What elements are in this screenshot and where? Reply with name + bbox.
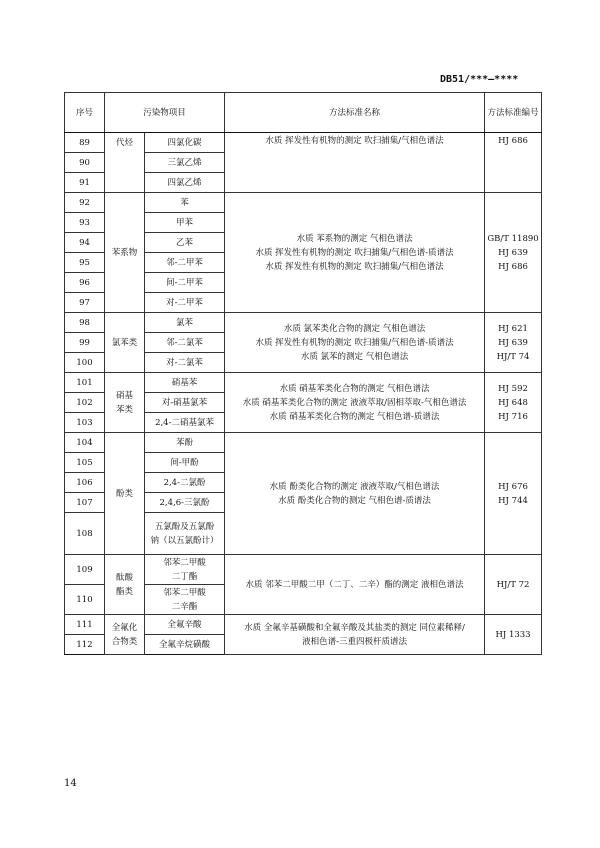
pollutant-cell: 硝基苯 <box>145 373 225 393</box>
table-row <box>65 373 542 393</box>
category-line: 酯类 <box>115 586 133 597</box>
category-cell <box>105 615 145 655</box>
code-line: HJ 686 <box>498 136 528 146</box>
pollutant-cell: 四氯乙烯 <box>145 173 225 193</box>
code-cell <box>485 133 542 193</box>
code-line: HJ 676 <box>498 481 528 492</box>
method-line: 水质 氯苯类化合物的测定 气相色谱法 <box>283 323 426 334</box>
category-cell: 酚类 <box>105 433 145 555</box>
pollutant-cell: 三氯乙烯 <box>145 153 225 173</box>
header-pollutant: 污染物项目 <box>105 93 225 133</box>
pollutant-cell: 四氯化碳 <box>145 133 225 153</box>
code-line: GB/T 11890 <box>487 233 539 244</box>
method-line: 水质 苯系物的测定 气相色谱法 <box>296 233 413 244</box>
category-cell: 苯系物 <box>105 193 145 313</box>
pollutant-cell: 间-甲酚 <box>145 453 225 473</box>
method-line: 水质 硝基苯类化合物的测定 气相色谱法 <box>279 383 430 394</box>
table-row <box>65 193 542 213</box>
code-cell <box>485 615 542 655</box>
seq-cell: 101 <box>65 373 105 393</box>
pollutant-line: 邻苯二甲酸 <box>163 587 206 598</box>
seq-cell: 91 <box>65 173 105 193</box>
method-cell <box>225 373 485 433</box>
method-cell <box>225 555 485 615</box>
header-seq: 序号 <box>65 93 105 133</box>
header-code: 方法标准编号 <box>485 93 542 133</box>
method-cell <box>225 313 485 373</box>
method-line: 水质 酚类化合物的测定 液液萃取/气相色谱法 <box>269 481 440 492</box>
method-cell <box>225 433 485 555</box>
category-cell: 代烃 <box>105 133 145 193</box>
header-method: 方法标准名称 <box>225 93 485 133</box>
code-line: HJ/T 72 <box>496 579 530 590</box>
page-number: 14 <box>64 778 77 789</box>
seq-cell: 103 <box>65 413 105 433</box>
category-line: 酞酸 <box>115 572 133 583</box>
category-line: 苯类 <box>115 404 133 415</box>
category-cell <box>105 373 145 433</box>
pollutant-cell: 乙苯 <box>145 233 225 253</box>
table-header-row <box>65 93 542 133</box>
seq-cell: 98 <box>65 313 105 333</box>
pollutant-cell: 对-二甲苯 <box>145 293 225 313</box>
seq-cell: 95 <box>65 253 105 273</box>
pollutant-cell <box>145 585 225 615</box>
code-cell <box>485 555 542 615</box>
pollutant-cell: 2,4-二氯酚 <box>145 473 225 493</box>
method-line: 水质 挥发性有机物的测定 吹扫捕集/气相色谱法 <box>265 136 444 146</box>
seq-cell: 107 <box>65 493 105 513</box>
method-line: 液相色谱-三重四极杆质谱法 <box>302 636 407 647</box>
method-line: 水质 酚类化合物的测定 气相色谱-质谱法 <box>278 495 431 506</box>
table-row <box>65 433 542 453</box>
seq-cell: 100 <box>65 353 105 373</box>
code-line: HJ 744 <box>498 495 528 506</box>
code-line: HJ 648 <box>498 397 528 408</box>
seq-cell: 97 <box>65 293 105 313</box>
seq-cell: 92 <box>65 193 105 213</box>
seq-cell: 96 <box>65 273 105 293</box>
method-line: 水质 挥发性有机物的测定 吹扫捕集/气相色谱法 <box>265 261 444 272</box>
code-line: HJ/T 74 <box>496 351 530 362</box>
code-cell <box>485 433 542 555</box>
code-line: HJ 716 <box>498 411 528 422</box>
method-line: 水质 氯苯的测定 气相色谱法 <box>300 351 409 362</box>
method-cell <box>225 615 485 655</box>
pollutant-cell <box>145 513 225 555</box>
code-cell <box>485 313 542 373</box>
seq-cell: 110 <box>65 585 105 615</box>
pollutant-cell: 氯苯 <box>145 313 225 333</box>
pollutant-line: 钠（以五氯酚计） <box>150 535 219 546</box>
method-line: 水质 挥发性有机物的测定 吹扫捕集/气相色谱-质谱法 <box>255 247 454 258</box>
seq-cell: 102 <box>65 393 105 413</box>
code-cell <box>485 373 542 433</box>
pollutant-line: 邻苯二甲酸 <box>163 557 206 568</box>
pollutant-cell: 邻-二甲苯 <box>145 253 225 273</box>
seq-cell: 93 <box>65 213 105 233</box>
category-line: 合物类 <box>111 636 138 647</box>
code-cell <box>485 193 542 313</box>
method-line: 水质 挥发性有机物的测定 吹扫捕集/气相色谱-质谱法 <box>255 337 454 348</box>
pollutant-cell: 间-二甲苯 <box>145 273 225 293</box>
code-line: HJ 621 <box>498 323 528 334</box>
pollutant-line: 二丁酯 <box>171 571 198 582</box>
category-line: 全氟化 <box>111 622 138 633</box>
pollutant-cell: 甲苯 <box>145 213 225 233</box>
method-line: 水质 硝基苯类化合物的测定 液液萃取/固相萃取-气相色谱法 <box>242 397 467 408</box>
pollutant-cell: 邻-二氯苯 <box>145 333 225 353</box>
pollutant-cell: 全氟辛烷磺酸 <box>145 635 225 655</box>
method-cell <box>225 193 485 313</box>
seq-cell: 105 <box>65 453 105 473</box>
code-line: HJ 686 <box>498 261 528 272</box>
pollutant-cell: 对-硝基氯苯 <box>145 393 225 413</box>
seq-cell: 108 <box>65 513 105 555</box>
seq-cell: 106 <box>65 473 105 493</box>
table-row <box>65 615 542 635</box>
pollutant-cell: 对-二氯苯 <box>145 353 225 373</box>
table-row <box>65 313 542 333</box>
code-line: HJ 592 <box>498 383 528 394</box>
pollutant-line: 五氯酚及五氯酚 <box>154 521 215 532</box>
pollutant-cell <box>145 555 225 585</box>
method-cell <box>225 133 485 193</box>
seq-cell: 99 <box>65 333 105 353</box>
document-code: DB51/***—**** <box>440 74 519 85</box>
pollutant-cell: 苯酚 <box>145 433 225 453</box>
method-line: 水质 邻苯二甲酸二甲（二丁、二辛）酯的测定 液相色谱法 <box>245 579 464 590</box>
seq-cell: 111 <box>65 615 105 635</box>
method-line: 水质 全氟辛基磺酸和全氟辛酸及其盐类的测定 同位素稀释/ <box>244 622 465 633</box>
pollutant-cell: 2,4-二硝基氯苯 <box>145 413 225 433</box>
category-cell: 氯苯类 <box>105 313 145 373</box>
standards-table <box>64 92 542 655</box>
seq-cell: 94 <box>65 233 105 253</box>
category-cell <box>105 555 145 615</box>
pollutant-line: 二辛酯 <box>171 601 198 612</box>
pollutant-cell: 苯 <box>145 193 225 213</box>
seq-cell: 104 <box>65 433 105 453</box>
pollutant-cell: 2,4,6-三氯酚 <box>145 493 225 513</box>
code-line: HJ 639 <box>498 247 528 258</box>
category-line: 硝基 <box>115 390 133 401</box>
seq-cell: 90 <box>65 153 105 173</box>
table-row <box>65 555 542 585</box>
pollutant-cell: 全氟辛酸 <box>145 615 225 635</box>
seq-cell: 109 <box>65 555 105 585</box>
method-line: 水质 硝基苯类化合物的测定 气相色谱-质谱法 <box>269 411 440 422</box>
code-line: HJ 639 <box>498 337 528 348</box>
seq-cell: 112 <box>65 635 105 655</box>
table-row <box>65 133 542 153</box>
seq-cell: 89 <box>65 133 105 153</box>
code-line: HJ 1333 <box>495 629 531 640</box>
